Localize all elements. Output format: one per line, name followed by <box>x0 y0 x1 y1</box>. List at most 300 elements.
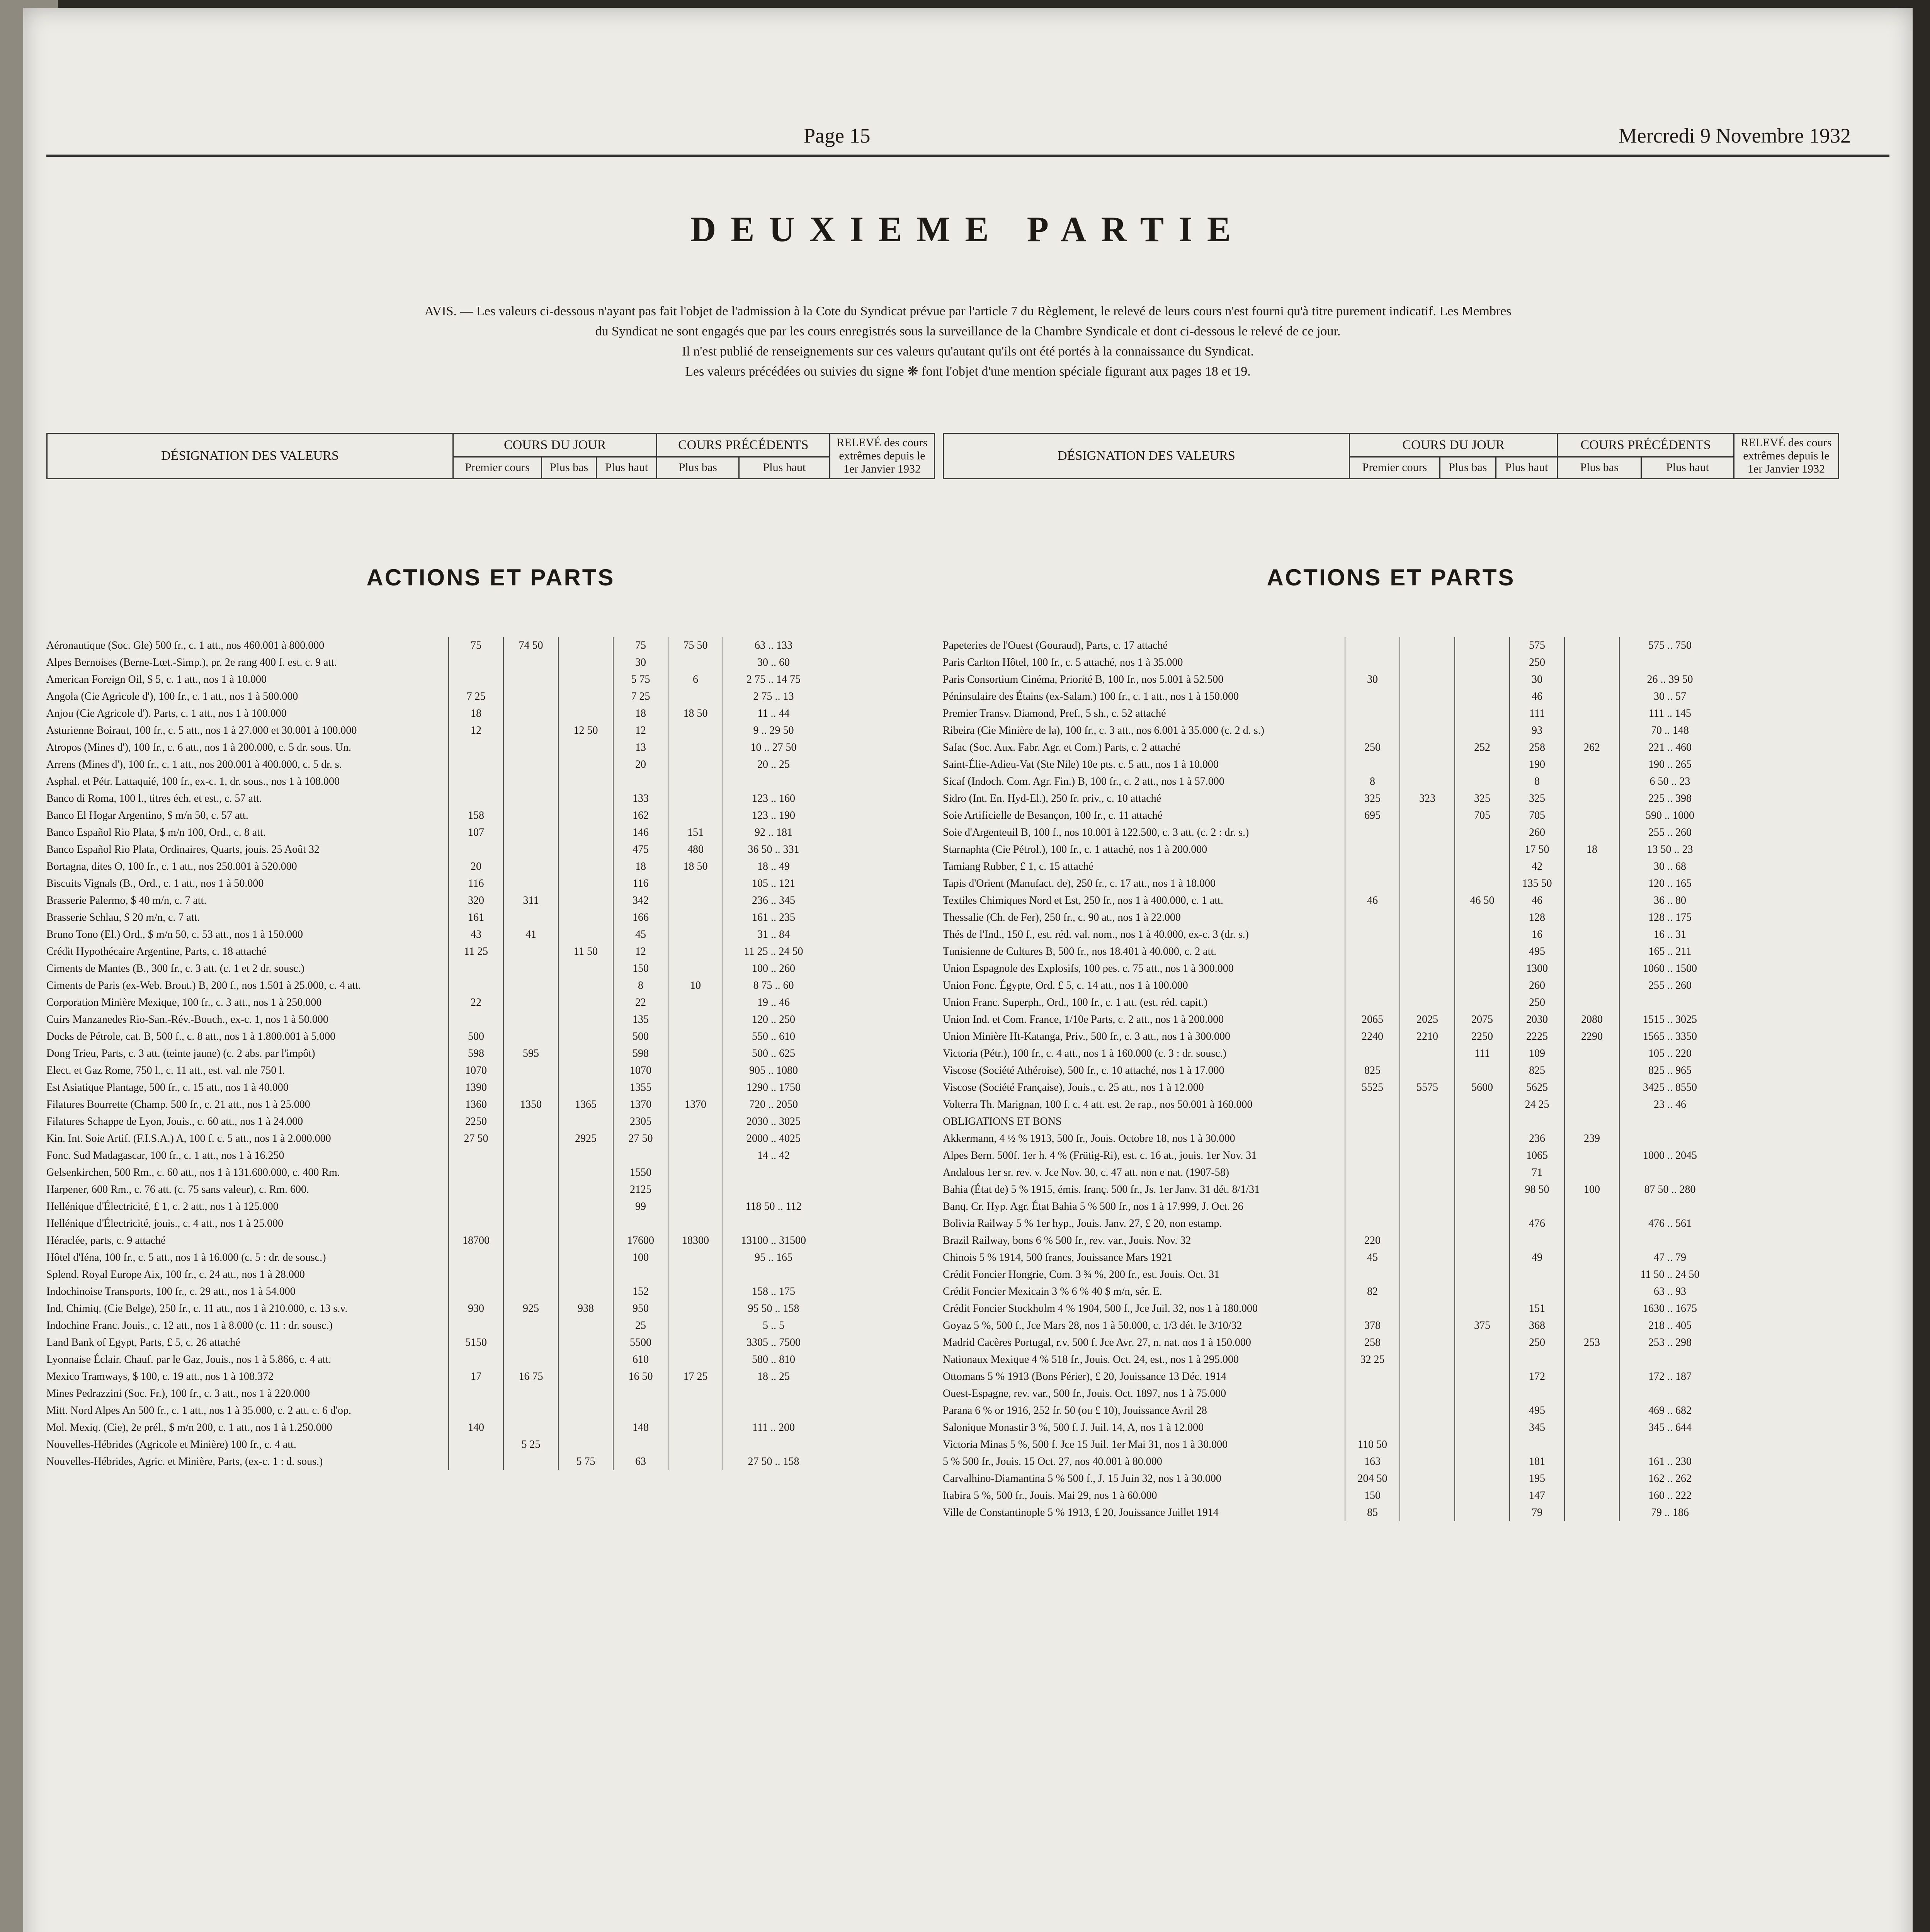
premier-cours: 8 <box>1345 773 1399 790</box>
premier-cours: 1070 <box>448 1062 503 1079</box>
prev-plus-bas: 111 <box>1509 705 1564 722</box>
releve-range: 27 50 .. 158 <box>723 1453 824 1470</box>
security-name: Bortagna, dites O, 100 fr., c. 1 att., nos 250.001 à 520.000 <box>46 861 297 872</box>
plus-bas <box>1399 1232 1454 1249</box>
prev-plus-haut <box>1564 756 1619 773</box>
plus-bas <box>1399 909 1454 926</box>
plus-haut <box>558 824 613 841</box>
releve-range: 10 .. 27 50 <box>723 739 824 756</box>
prev-plus-bas: 42 <box>1509 858 1564 875</box>
prev-plus-haut <box>1564 1300 1619 1317</box>
premier-cours <box>1345 722 1399 739</box>
plus-haut <box>558 994 613 1011</box>
premier-cours: 325 <box>1345 790 1399 807</box>
plus-haut <box>1454 1504 1509 1521</box>
table-row <box>46 824 935 841</box>
table-row <box>46 1147 935 1164</box>
security-name: Indochinoise Transports, 100 fr., c. 29 att., nos 1 à 54.000 <box>46 1286 296 1298</box>
prev-plus-bas <box>613 1436 668 1453</box>
security-name: Ville de Constantinople 5 % 1913, £ 20, Jouissance Juillet 1914 <box>943 1507 1219 1519</box>
premier-cours <box>1345 1147 1399 1164</box>
plus-haut <box>558 1334 613 1351</box>
premier-cours <box>448 1164 503 1181</box>
security-name: Crédit Foncier Mexicain 3 % 6 % 40 $ m/n, sér. E. <box>943 1286 1162 1298</box>
plus-bas-header: Plus bas <box>1440 457 1496 478</box>
table-row <box>46 1300 935 1317</box>
security-name: Ottomans 5 % 1913 (Bons Périer), £ 20, Jouissance 13 Déc. 1914 <box>943 1371 1227 1383</box>
prev-plus-bas: 152 <box>613 1283 668 1300</box>
releve-range: 9 .. 29 50 <box>723 722 824 739</box>
table-row <box>46 1079 935 1096</box>
releve-range: 79 .. 186 <box>1619 1504 1720 1521</box>
security-name: Brasserie Schlau, $ 20 m/n, c. 7 att. <box>46 912 200 923</box>
security-name: American Foreign Oil, $ 5, c. 1 att., nos 1 à 10.000 <box>46 673 267 685</box>
plus-haut <box>1454 977 1509 994</box>
releve-range: 1000 .. 2045 <box>1619 1147 1720 1164</box>
premier-cours: 220 <box>1345 1232 1399 1249</box>
premier-cours: 158 <box>448 807 503 824</box>
prev-plus-haut: 100 <box>1564 1181 1619 1198</box>
security-name: Madrid Cacères Portugal, r.v. 500 f. Jce Avr. 27, n. nat. nos 1 à 150.000 <box>943 1337 1251 1349</box>
plus-bas <box>503 1317 558 1334</box>
plus-haut <box>1454 1198 1509 1215</box>
plus-bas <box>1399 671 1454 688</box>
premier-cours <box>1345 841 1399 858</box>
plus-haut <box>1454 1470 1509 1487</box>
prev-plus-haut <box>1564 1487 1619 1504</box>
releve-range: 8 75 .. 60 <box>723 977 824 994</box>
plus-bas <box>503 705 558 722</box>
prev-plus-bas: 17 50 <box>1509 841 1564 858</box>
premier-cours <box>1345 1198 1399 1215</box>
table-row <box>46 943 935 960</box>
table-row <box>943 756 1839 773</box>
prev-plus-bas: 5625 <box>1509 1079 1564 1096</box>
table-row <box>943 1028 1839 1045</box>
plus-bas <box>1399 773 1454 790</box>
premier-cours: 30 <box>1345 671 1399 688</box>
prev-plus-bas: 5500 <box>613 1334 668 1351</box>
prev-plus-haut <box>668 892 723 909</box>
plus-bas <box>1399 960 1454 977</box>
premier-cours: 598 <box>448 1045 503 1062</box>
prev-plus-haut <box>668 1436 723 1453</box>
prev-plus-bas: 250 <box>1509 654 1564 671</box>
table-row <box>943 773 1839 790</box>
premier-cours <box>448 654 503 671</box>
prev-plus-haut <box>668 1385 723 1402</box>
plus-haut <box>1454 1419 1509 1436</box>
designation-header: DÉSIGNATION DES VALEURS <box>944 434 1350 479</box>
prev-plus-haut <box>668 926 723 943</box>
releve-range: 111 .. 200 <box>723 1419 824 1436</box>
plus-haut <box>558 960 613 977</box>
prev-plus-haut <box>1564 1113 1619 1130</box>
releve-range: 18 .. 25 <box>723 1368 824 1385</box>
security-name: Ind. Chimiq. (Cie Belge), 250 fr., c. 11 att., nos 1 à 210.000, c. 13 s.v. <box>46 1303 348 1315</box>
security-name: Paris Consortium Cinéma, Priorité B, 100 fr., nos 5.001 à 52.500 <box>943 673 1224 685</box>
prev-plus-haut <box>668 1028 723 1045</box>
table-row <box>46 1130 935 1147</box>
security-name: Nouvelles-Hébrides (Agricole et Minière) 100 fr., c. 4 att. <box>46 1439 296 1451</box>
releve-range <box>723 1164 824 1181</box>
plus-haut <box>1454 994 1509 1011</box>
prev-plus-haut: 480 <box>668 841 723 858</box>
plus-haut <box>1454 654 1509 671</box>
prev-plus-bas: 20 <box>613 756 668 773</box>
prev-plus-bas: 495 <box>1509 943 1564 960</box>
plus-bas: 2210 <box>1399 1028 1454 1045</box>
plus-haut <box>1454 1249 1509 1266</box>
plus-bas <box>1399 892 1454 909</box>
releve-range: 105 .. 121 <box>723 875 824 892</box>
security-name: Victoria Minas 5 %, 500 f. Jce 15 Juil. 1er Mai 31, nos 1 à 30.000 <box>943 1439 1228 1451</box>
plus-bas: 74 50 <box>503 637 558 654</box>
security-name: Alpes Bern. 500f. 1er h. 4 % (Frütig-Ri), est. c. 16 at., jouis. 1er Nov. 31 <box>943 1150 1257 1162</box>
prev-plus-bas: 128 <box>1509 909 1564 926</box>
premier-cours <box>1345 1385 1399 1402</box>
plus-bas <box>1399 1453 1454 1470</box>
plus-haut <box>1454 1402 1509 1419</box>
prev-plus-haut <box>1564 1453 1619 1470</box>
plus-haut <box>1454 1368 1509 1385</box>
security-name: Hellénique d'Électricité, jouis., c. 4 att., nos 1 à 25.000 <box>46 1218 284 1230</box>
releve-range: 476 .. 561 <box>1619 1215 1720 1232</box>
prev-plus-bas: 100 <box>613 1249 668 1266</box>
table-row <box>943 1436 1839 1453</box>
premier-cours <box>448 1011 503 1028</box>
plus-haut <box>558 1317 613 1334</box>
plus-haut <box>558 1181 613 1198</box>
issue-date: Mercredi 9 Novembre 1932 <box>1618 124 1851 147</box>
security-name: Mexico Tramways, $ 100, c. 19 att., nos 1 à 108.372 <box>46 1371 274 1383</box>
security-name: Fonc. Sud Madagascar, 100 fr., c. 1 att., nos 1 à 16.250 <box>46 1150 284 1162</box>
prev-plus-haut <box>668 960 723 977</box>
prev-plus-haut <box>1564 790 1619 807</box>
prev-plus-bas <box>613 1385 668 1402</box>
prev-plus-bas: 135 <box>613 1011 668 1028</box>
releve-range: 18 .. 49 <box>723 858 824 875</box>
premier-cours <box>448 1317 503 1334</box>
plus-bas <box>503 1147 558 1164</box>
table-row <box>943 1181 1839 1198</box>
prev-plus-bas: 45 <box>613 926 668 943</box>
premier-cours <box>1345 977 1399 994</box>
table-row <box>943 824 1839 841</box>
security-name: Tamiang Rubber, £ 1, c. 15 attaché <box>943 861 1093 872</box>
plus-haut: 46 50 <box>1454 892 1509 909</box>
releve-range <box>723 1215 824 1232</box>
security-name: Indochine Franc. Jouis., c. 12 att., nos 1 à 8.000 (c. 11 : dr. sousc.) <box>46 1320 333 1332</box>
prev-plus-haut <box>1564 1147 1619 1164</box>
releve-range: 590 .. 1000 <box>1619 807 1720 824</box>
plus-bas <box>1399 1130 1454 1147</box>
table-row <box>943 1402 1839 1419</box>
prev-plus-bas: 598 <box>613 1045 668 1062</box>
prev-plus-bas: 260 <box>1509 824 1564 841</box>
releve-range: 14 .. 42 <box>723 1147 824 1164</box>
prev-plus-bas: 181 <box>1509 1453 1564 1470</box>
table-row <box>943 1249 1839 1266</box>
prev-plus-bas: 93 <box>1509 722 1564 739</box>
plus-bas <box>503 1402 558 1419</box>
table-row <box>46 1436 935 1453</box>
prev-plus-bas <box>613 773 668 790</box>
plus-bas <box>1399 654 1454 671</box>
releve-range: 172 .. 187 <box>1619 1368 1720 1385</box>
table-row <box>943 1419 1839 1436</box>
prev-plus-haut <box>1564 892 1619 909</box>
plus-haut <box>558 1232 613 1249</box>
prev-plus-bas <box>1509 1113 1564 1130</box>
prev-plus-bas: 190 <box>1509 756 1564 773</box>
prev-plus-bas: 133 <box>613 790 668 807</box>
table-row <box>46 1453 935 1470</box>
releve-range: 255 .. 260 <box>1619 824 1720 841</box>
table-row <box>46 1368 935 1385</box>
table-row <box>943 1147 1839 1164</box>
plus-haut <box>1454 875 1509 892</box>
table-row <box>46 926 935 943</box>
prev-plus-bas: 135 50 <box>1509 875 1564 892</box>
plus-bas <box>1399 1419 1454 1436</box>
prev-plus-haut <box>1564 1045 1619 1062</box>
plus-haut: 252 <box>1454 739 1509 756</box>
prev-plus-haut: 18 <box>1564 841 1619 858</box>
table-row <box>943 1215 1839 1232</box>
security-name: Union Franc. Superph., Ord., 100 fr., c. 1 att. (est. réd. capit.) <box>943 997 1208 1009</box>
premier-cours <box>448 960 503 977</box>
prev-plus-bas <box>1509 1232 1564 1249</box>
table-row <box>943 1045 1839 1062</box>
premier-cours: 82 <box>1345 1283 1399 1300</box>
table-row <box>46 1283 935 1300</box>
security-name: Volterra Th. Marignan, 100 f. c. 4 att. est. 2e rap., nos 50.001 à 160.000 <box>943 1099 1253 1111</box>
plus-haut <box>558 858 613 875</box>
plus-bas <box>503 1062 558 1079</box>
plus-haut-header: Plus haut <box>596 457 657 478</box>
premier-cours: 250 <box>1345 739 1399 756</box>
plus-haut <box>558 892 613 909</box>
prev-plus-bas: 476 <box>1509 1215 1564 1232</box>
table-row <box>943 807 1839 824</box>
releve-range: 580 .. 810 <box>723 1351 824 1368</box>
premier-cours <box>448 671 503 688</box>
releve-range: 2000 .. 4025 <box>723 1130 824 1147</box>
security-name: Carvalhino-Diamantina 5 % 500 f., J. 15 Juin 32, nos 1 à 30.000 <box>943 1473 1221 1485</box>
plus-haut <box>558 756 613 773</box>
security-name: Andalous 1er sr. rev. v. Jce Nov. 30, c. 47 att. non e nat. (1907-58) <box>943 1167 1229 1179</box>
table-row <box>46 1232 935 1249</box>
plus-haut <box>1454 1453 1509 1470</box>
releve-range: 128 .. 175 <box>1619 909 1720 926</box>
releve-range: 16 .. 31 <box>1619 926 1720 943</box>
plus-haut <box>1454 1266 1509 1283</box>
premier-cours <box>1345 1130 1399 1147</box>
releve-range: 87 50 .. 280 <box>1619 1181 1720 1198</box>
table-row <box>943 1011 1839 1028</box>
prev-plus-bas-header: Plus bas <box>657 457 739 478</box>
prev-plus-haut: 18 50 <box>668 858 723 875</box>
premier-cours <box>448 1266 503 1283</box>
premier-cours <box>448 1147 503 1164</box>
prev-plus-bas: 342 <box>613 892 668 909</box>
security-name: Tapis d'Orient (Manufact. de), 250 fr., c. 17 att., nos 1 à 18.000 <box>943 878 1216 889</box>
premier-cours: 258 <box>1345 1334 1399 1351</box>
table-row <box>46 654 935 671</box>
prev-plus-bas: 63 <box>613 1453 668 1470</box>
prev-plus-bas: 475 <box>613 841 668 858</box>
prev-plus-haut: 18300 <box>668 1232 723 1249</box>
security-name: Angola (Cie Agricole d'), 100 fr., c. 1 att., nos 1 à 500.000 <box>46 690 298 702</box>
premier-cours <box>1345 1368 1399 1385</box>
releve-range <box>723 1181 824 1198</box>
prev-plus-bas: 99 <box>613 1198 668 1215</box>
security-name: Union Fonc. Égypte, Ord. £ 5, c. 14 att., nos 1 à 100.000 <box>943 980 1188 992</box>
premier-cours <box>1345 1113 1399 1130</box>
table-row <box>943 671 1839 688</box>
releve-range: 6 50 .. 23 <box>1619 773 1720 790</box>
plus-bas <box>503 1351 558 1368</box>
prev-plus-haut <box>668 1164 723 1181</box>
releve-range: 95 50 .. 158 <box>723 1300 824 1317</box>
security-name: Land Bank of Egypt, Parts, £ 5, c. 26 attaché <box>46 1337 240 1349</box>
premier-cours <box>1345 960 1399 977</box>
table-row <box>46 1096 935 1113</box>
plus-bas <box>503 1419 558 1436</box>
table-row <box>46 1164 935 1181</box>
table-row <box>46 1402 935 1419</box>
prev-plus-bas: 2305 <box>613 1113 668 1130</box>
premier-cours: 20 <box>448 858 503 875</box>
prev-plus-bas: 1370 <box>613 1096 668 1113</box>
premier-cours: 107 <box>448 824 503 841</box>
prev-plus-haut <box>1564 977 1619 994</box>
security-name: Anjou (Cie Agricole d'). Parts, c. 1 att., nos 1 à 100.000 <box>46 707 287 719</box>
prev-plus-haut <box>1564 637 1619 654</box>
table-row <box>46 637 935 654</box>
plus-bas <box>1399 756 1454 773</box>
prev-plus-haut: 239 <box>1564 1130 1619 1147</box>
table-row <box>943 1232 1839 1249</box>
plus-bas <box>1399 1266 1454 1283</box>
table-row <box>46 977 935 994</box>
premier-cours <box>1345 1096 1399 1113</box>
prev-plus-bas: 236 <box>1509 1130 1564 1147</box>
prev-plus-bas <box>613 1147 668 1164</box>
plus-bas <box>503 994 558 1011</box>
security-name: Goyaz 5 %, 500 f., Jce Mars 28, nos 1 à 50.000, c. 1/3 dét. le 3/10/32 <box>943 1320 1242 1332</box>
prev-plus-bas <box>1509 1351 1564 1368</box>
plus-haut: 705 <box>1454 807 1509 824</box>
prev-plus-haut <box>1564 1385 1619 1402</box>
releve-range <box>1619 654 1720 671</box>
premier-cours <box>1345 926 1399 943</box>
prev-plus-bas: 22 <box>613 994 668 1011</box>
plus-bas <box>1399 875 1454 892</box>
prev-plus-bas: 150 <box>613 960 668 977</box>
prev-plus-bas: 1300 <box>1509 960 1564 977</box>
plus-haut <box>558 1283 613 1300</box>
table-row <box>46 790 935 807</box>
releve-range: 120 .. 165 <box>1619 875 1720 892</box>
table-row <box>943 637 1839 654</box>
releve-range: 36 .. 80 <box>1619 892 1720 909</box>
plus-haut <box>558 1079 613 1096</box>
table-row <box>943 1283 1839 1300</box>
table-row <box>46 1249 935 1266</box>
prev-plus-haut <box>668 1266 723 1283</box>
security-name: Safac (Soc. Aux. Fabr. Agr. et Com.) Parts, c. 2 attaché <box>943 742 1181 753</box>
plus-haut <box>558 1164 613 1181</box>
security-name: Sicaf (Indoch. Com. Agr. Fin.) B, 100 fr., c. 2 att., nos 1 à 57.000 <box>943 776 1224 787</box>
prev-plus-bas <box>1509 1283 1564 1300</box>
prev-plus-haut <box>1564 1419 1619 1436</box>
prev-plus-haut <box>668 1351 723 1368</box>
prev-plus-haut <box>668 1181 723 1198</box>
premier-cours <box>448 1351 503 1368</box>
plus-bas <box>503 1283 558 1300</box>
security-name: Ciments de Paris (ex-Web. Brout.) B, 200 f., nos 1.501 à 25.000, c. 4 att. <box>46 980 361 992</box>
releve-range: 11 .. 44 <box>723 705 824 722</box>
prev-plus-bas: 46 <box>1509 892 1564 909</box>
notice-line: du Syndicat ne sont engagés que par les cours enregistrés sous la surveillance de la Chambre Syndicale et dont ci-dessous le relevé de ce jour. <box>595 324 1341 338</box>
plus-bas: 595 <box>503 1045 558 1062</box>
plus-bas: 311 <box>503 892 558 909</box>
designation-header: DÉSIGNATION DES VALEURS <box>47 434 453 479</box>
plus-haut <box>1454 1487 1509 1504</box>
prev-plus-bas: 30 <box>613 654 668 671</box>
prev-plus-bas: 109 <box>1509 1045 1564 1062</box>
table-row <box>46 892 935 909</box>
prev-plus-haut <box>1564 994 1619 1011</box>
prev-plus-haut: 18 50 <box>668 705 723 722</box>
plus-haut: 2925 <box>558 1130 613 1147</box>
premier-cours <box>448 1215 503 1232</box>
notice-line: AVIS. — Les valeurs ci-dessous n'ayant pas fait l'objet de l'admission à la Cote du Syndicat prévue par l'article 7 du Règlement, le relevé de leurs cours n'est fourni qu'à titre purement indicatif. Les Membres <box>424 304 1512 318</box>
plus-haut: 12 50 <box>558 722 613 739</box>
plus-haut <box>558 1385 613 1402</box>
releve-range: 1565 .. 3350 <box>1619 1028 1720 1045</box>
prev-plus-haut <box>668 875 723 892</box>
plus-bas <box>503 790 558 807</box>
prev-plus-bas: 7 25 <box>613 688 668 705</box>
releve-range <box>1619 1130 1720 1147</box>
table-row <box>943 722 1839 739</box>
prev-plus-bas: 500 <box>613 1028 668 1045</box>
prev-plus-haut <box>668 807 723 824</box>
security-name: Alpes Bernoises (Berne-Lœt.-Simp.), pr. 2e rang 400 f. est. c. 9 att. <box>46 656 337 668</box>
prev-plus-haut <box>668 943 723 960</box>
plus-haut: 5 75 <box>558 1453 613 1470</box>
releve-range: 36 50 .. 331 <box>723 841 824 858</box>
prev-plus-haut <box>1564 773 1619 790</box>
prev-plus-bas: 18 <box>613 705 668 722</box>
security-name: Papeteries de l'Ouest (Gouraud), Parts, c. 17 attaché <box>943 639 1168 651</box>
security-name: Docks de Pétrole, cat. B, 500 f., c. 8 att., nos 1 à 1.800.001 à 5.000 <box>46 1031 336 1043</box>
plus-bas <box>1399 841 1454 858</box>
table-row <box>46 739 935 756</box>
table-row <box>46 994 935 1011</box>
table-row <box>943 858 1839 875</box>
releve-range: 225 .. 398 <box>1619 790 1720 807</box>
prev-plus-bas: 148 <box>613 1419 668 1436</box>
security-name: Asphal. et Pétr. Lattaquié, 100 fr., ex-c. 1, dr. sous., nos 1 à 108.000 <box>46 776 340 787</box>
security-name: Brasserie Palermo, $ 40 m/n, c. 7 att. <box>46 895 207 906</box>
releve-range: 3305 .. 7500 <box>723 1334 824 1351</box>
premier-cours: 46 <box>1345 892 1399 909</box>
plus-bas <box>1399 1096 1454 1113</box>
